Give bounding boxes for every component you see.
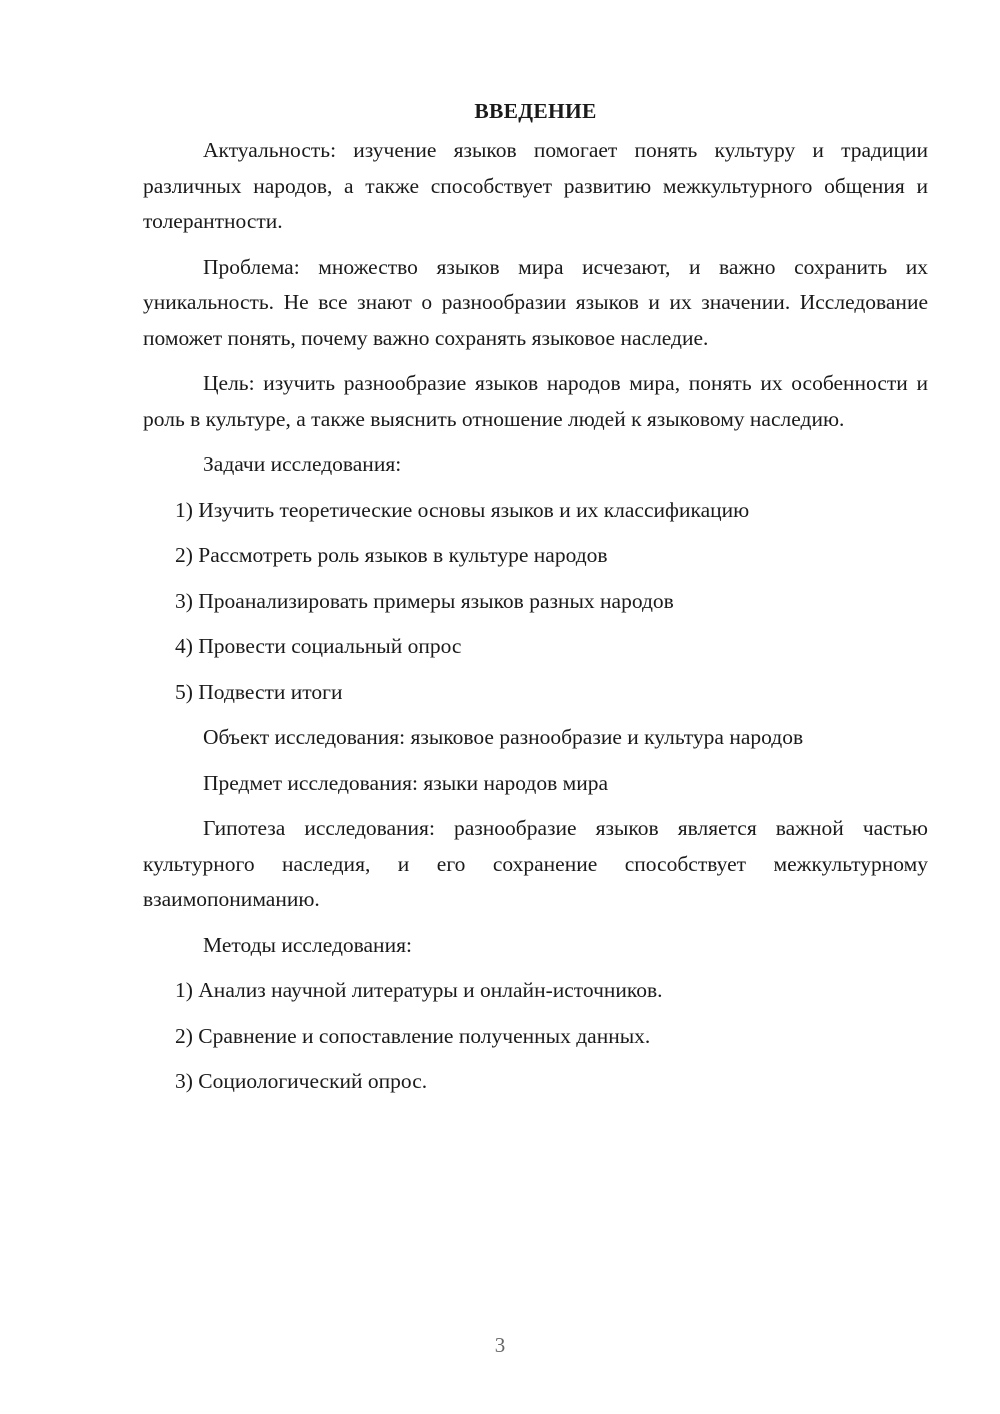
- problem-paragraph: Проблема: множество языков мира исчезают, и важно сохранить их уникальность. Не все знают о разнообразии языков и их значении. Исследование поможет понять, почему важно сохранять языковое наследие.: [143, 254, 928, 350]
- page-number: 3: [494, 1333, 506, 1357]
- subject-paragraph: Предмет исследования: языки народов мира: [203, 770, 609, 795]
- task-item: 1) Изучить теоретические основы языков и их классификацию: [175, 497, 750, 522]
- tasks-heading: Задачи исследования:: [203, 452, 402, 476]
- page-content: [143, 94, 928, 1110]
- method-item: 2) Сравнение и сопоставление полученных данных.: [175, 1023, 651, 1048]
- actuality-paragraph: Актуальность: изучение языков помогает понять культуру и традиции различных народов, а также способствует развитию межкультурного общения и толерантности.: [143, 138, 928, 233]
- method-item: 3) Социологический опрос.: [175, 1069, 428, 1093]
- methods-heading: Методы исследования:: [203, 932, 412, 957]
- page-title: ВВЕДЕНИЕ: [474, 99, 597, 123]
- method-item: 1) Анализ научной литературы и онлайн-источников.: [175, 978, 663, 1002]
- task-item: 2) Рассмотреть роль языков в культуре народов: [175, 543, 608, 567]
- goal-paragraph: Цель: изучить разнообразие языков народов мира, понять их особенности и роль в культуре, а также выяснить отношение людей к языковому наследию.: [143, 371, 928, 431]
- task-item: 4) Провести социальный опрос: [175, 634, 462, 658]
- object-paragraph: Объект исследования: языковое разнообразие и культура народов: [203, 725, 804, 749]
- task-item: 3) Проанализировать примеры языков разных народов: [175, 588, 674, 613]
- hypothesis-paragraph: Гипотеза исследования: разнообразие языков является важной частью культурного наследия, и его сохранение способствует межкультурному взаимопониманию.: [143, 816, 928, 911]
- task-item: 5) Подвести итоги: [175, 679, 343, 704]
